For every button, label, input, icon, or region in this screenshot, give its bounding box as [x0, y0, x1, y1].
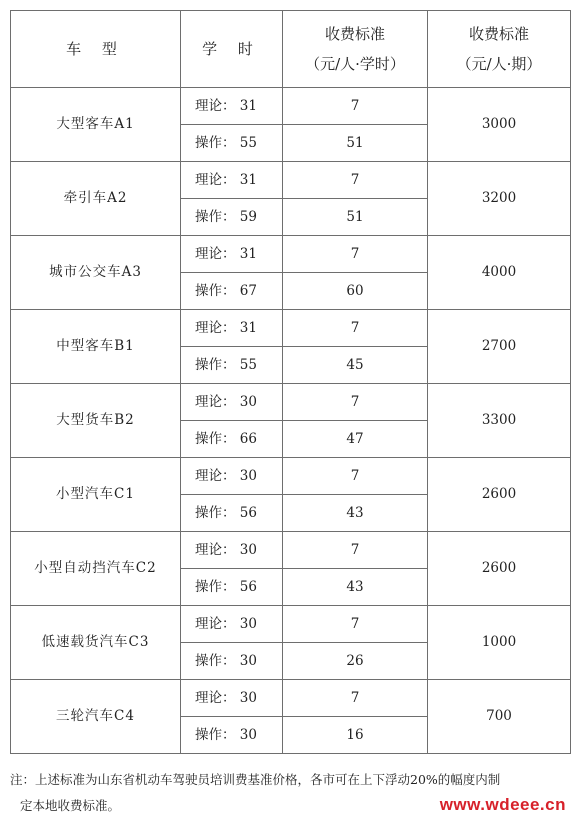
practice-fee-cell: 47: [283, 421, 428, 458]
practice-fee-cell: 51: [283, 199, 428, 236]
term-fee-cell: 2600: [428, 532, 571, 606]
term-fee-cell: 3000: [428, 88, 571, 162]
vehicle-type-cell: 中型客车B1: [11, 310, 181, 384]
practice-fee-cell: 43: [283, 569, 428, 606]
vehicle-type-cell: 大型客车A1: [11, 88, 181, 162]
header-fee-per-hour-unit: （元/人·学时）: [305, 55, 405, 73]
site-watermark: www.wdeee.cn: [439, 795, 566, 814]
vehicle-type-cell: 城市公交车A3: [11, 236, 181, 310]
practice-fee-cell: 43: [283, 495, 428, 532]
term-fee-cell: 4000: [428, 236, 571, 310]
theory-fee-cell: 7: [283, 88, 428, 125]
practice-fee-cell: 26: [283, 643, 428, 680]
practice-hours-cell: 操作： 66: [181, 421, 283, 458]
practice-hours-cell: 操作： 59: [181, 199, 283, 236]
table-row: [11, 310, 571, 347]
practice-hours-cell: 操作： 56: [181, 569, 283, 606]
header-vehicle-type: [11, 11, 181, 88]
table-row: [11, 162, 571, 199]
practice-hours-cell: 操作： 30: [181, 717, 283, 754]
theory-fee-cell: 7: [283, 458, 428, 495]
theory-hours-cell: 理论： 30: [181, 532, 283, 569]
term-fee-cell: 3300: [428, 384, 571, 458]
practice-hours-cell: 操作： 55: [181, 347, 283, 384]
header-hours-label: 学 时: [202, 40, 261, 58]
practice-hours-cell: 操作： 56: [181, 495, 283, 532]
theory-fee-cell: 7: [283, 680, 428, 717]
header-fee-per-term-title: 收费标准: [468, 25, 529, 43]
header-fee-per-hour: [283, 11, 428, 88]
theory-hours-cell: 理论： 30: [181, 384, 283, 421]
practice-hours-cell: 操作： 30: [181, 643, 283, 680]
term-fee-cell: 3200: [428, 162, 571, 236]
theory-hours-cell: 理论： 31: [181, 88, 283, 125]
vehicle-type-cell: 牵引车A2: [11, 162, 181, 236]
vehicle-type-cell: 大型货车B2: [11, 384, 181, 458]
theory-fee-cell: 7: [283, 532, 428, 569]
table-row: [11, 236, 571, 273]
theory-fee-cell: 7: [283, 162, 428, 199]
theory-hours-cell: 理论： 31: [181, 236, 283, 273]
header-vehicle-type-label: 车 型: [66, 40, 125, 58]
term-fee-cell: 700: [428, 680, 571, 754]
term-fee-cell: 1000: [428, 606, 571, 680]
table-row: [11, 606, 571, 643]
vehicle-type-cell: 小型汽车C1: [11, 458, 181, 532]
theory-hours-cell: 理论： 30: [181, 680, 283, 717]
theory-hours-cell: 理论： 30: [181, 606, 283, 643]
vehicle-type-cell: 三轮汽车C4: [11, 680, 181, 754]
practice-fee-cell: 45: [283, 347, 428, 384]
table-header-row: [11, 11, 571, 88]
practice-fee-cell: 51: [283, 125, 428, 162]
practice-fee-cell: 16: [283, 717, 428, 754]
header-fee-per-term: [428, 11, 571, 88]
table-row: [11, 458, 571, 495]
practice-hours-cell: 操作： 55: [181, 125, 283, 162]
theory-fee-cell: 7: [283, 384, 428, 421]
term-fee-cell: 2700: [428, 310, 571, 384]
fee-standard-table: [10, 10, 571, 754]
table-row: [11, 384, 571, 421]
table-row: [11, 680, 571, 717]
practice-hours-cell: 操作： 67: [181, 273, 283, 310]
term-fee-cell: 2600: [428, 458, 571, 532]
theory-hours-cell: 理论： 31: [181, 310, 283, 347]
vehicle-type-cell: 低速载货汽车C3: [11, 606, 181, 680]
header-fee-per-term-unit: （元/人·期）: [456, 55, 542, 73]
footnote-line-2: 定本地收费标准。: [20, 798, 121, 813]
theory-fee-cell: 7: [283, 236, 428, 273]
header-fee-per-hour-title: 收费标准: [324, 25, 385, 43]
theory-hours-cell: 理论： 31: [181, 162, 283, 199]
practice-fee-cell: 60: [283, 273, 428, 310]
vehicle-type-cell: 小型自动挡汽车C2: [11, 532, 181, 606]
table-row: [11, 88, 571, 125]
theory-fee-cell: 7: [283, 606, 428, 643]
table-body: [11, 88, 571, 754]
theory-fee-cell: 7: [283, 310, 428, 347]
table-row: [11, 532, 571, 569]
header-hours: [181, 11, 283, 88]
footnote-line-1: 注：上述标准为山东省机动车驾驶员培训费基准价格，各市可在上下浮动20%的幅度内制: [10, 772, 501, 787]
theory-hours-cell: 理论： 30: [181, 458, 283, 495]
